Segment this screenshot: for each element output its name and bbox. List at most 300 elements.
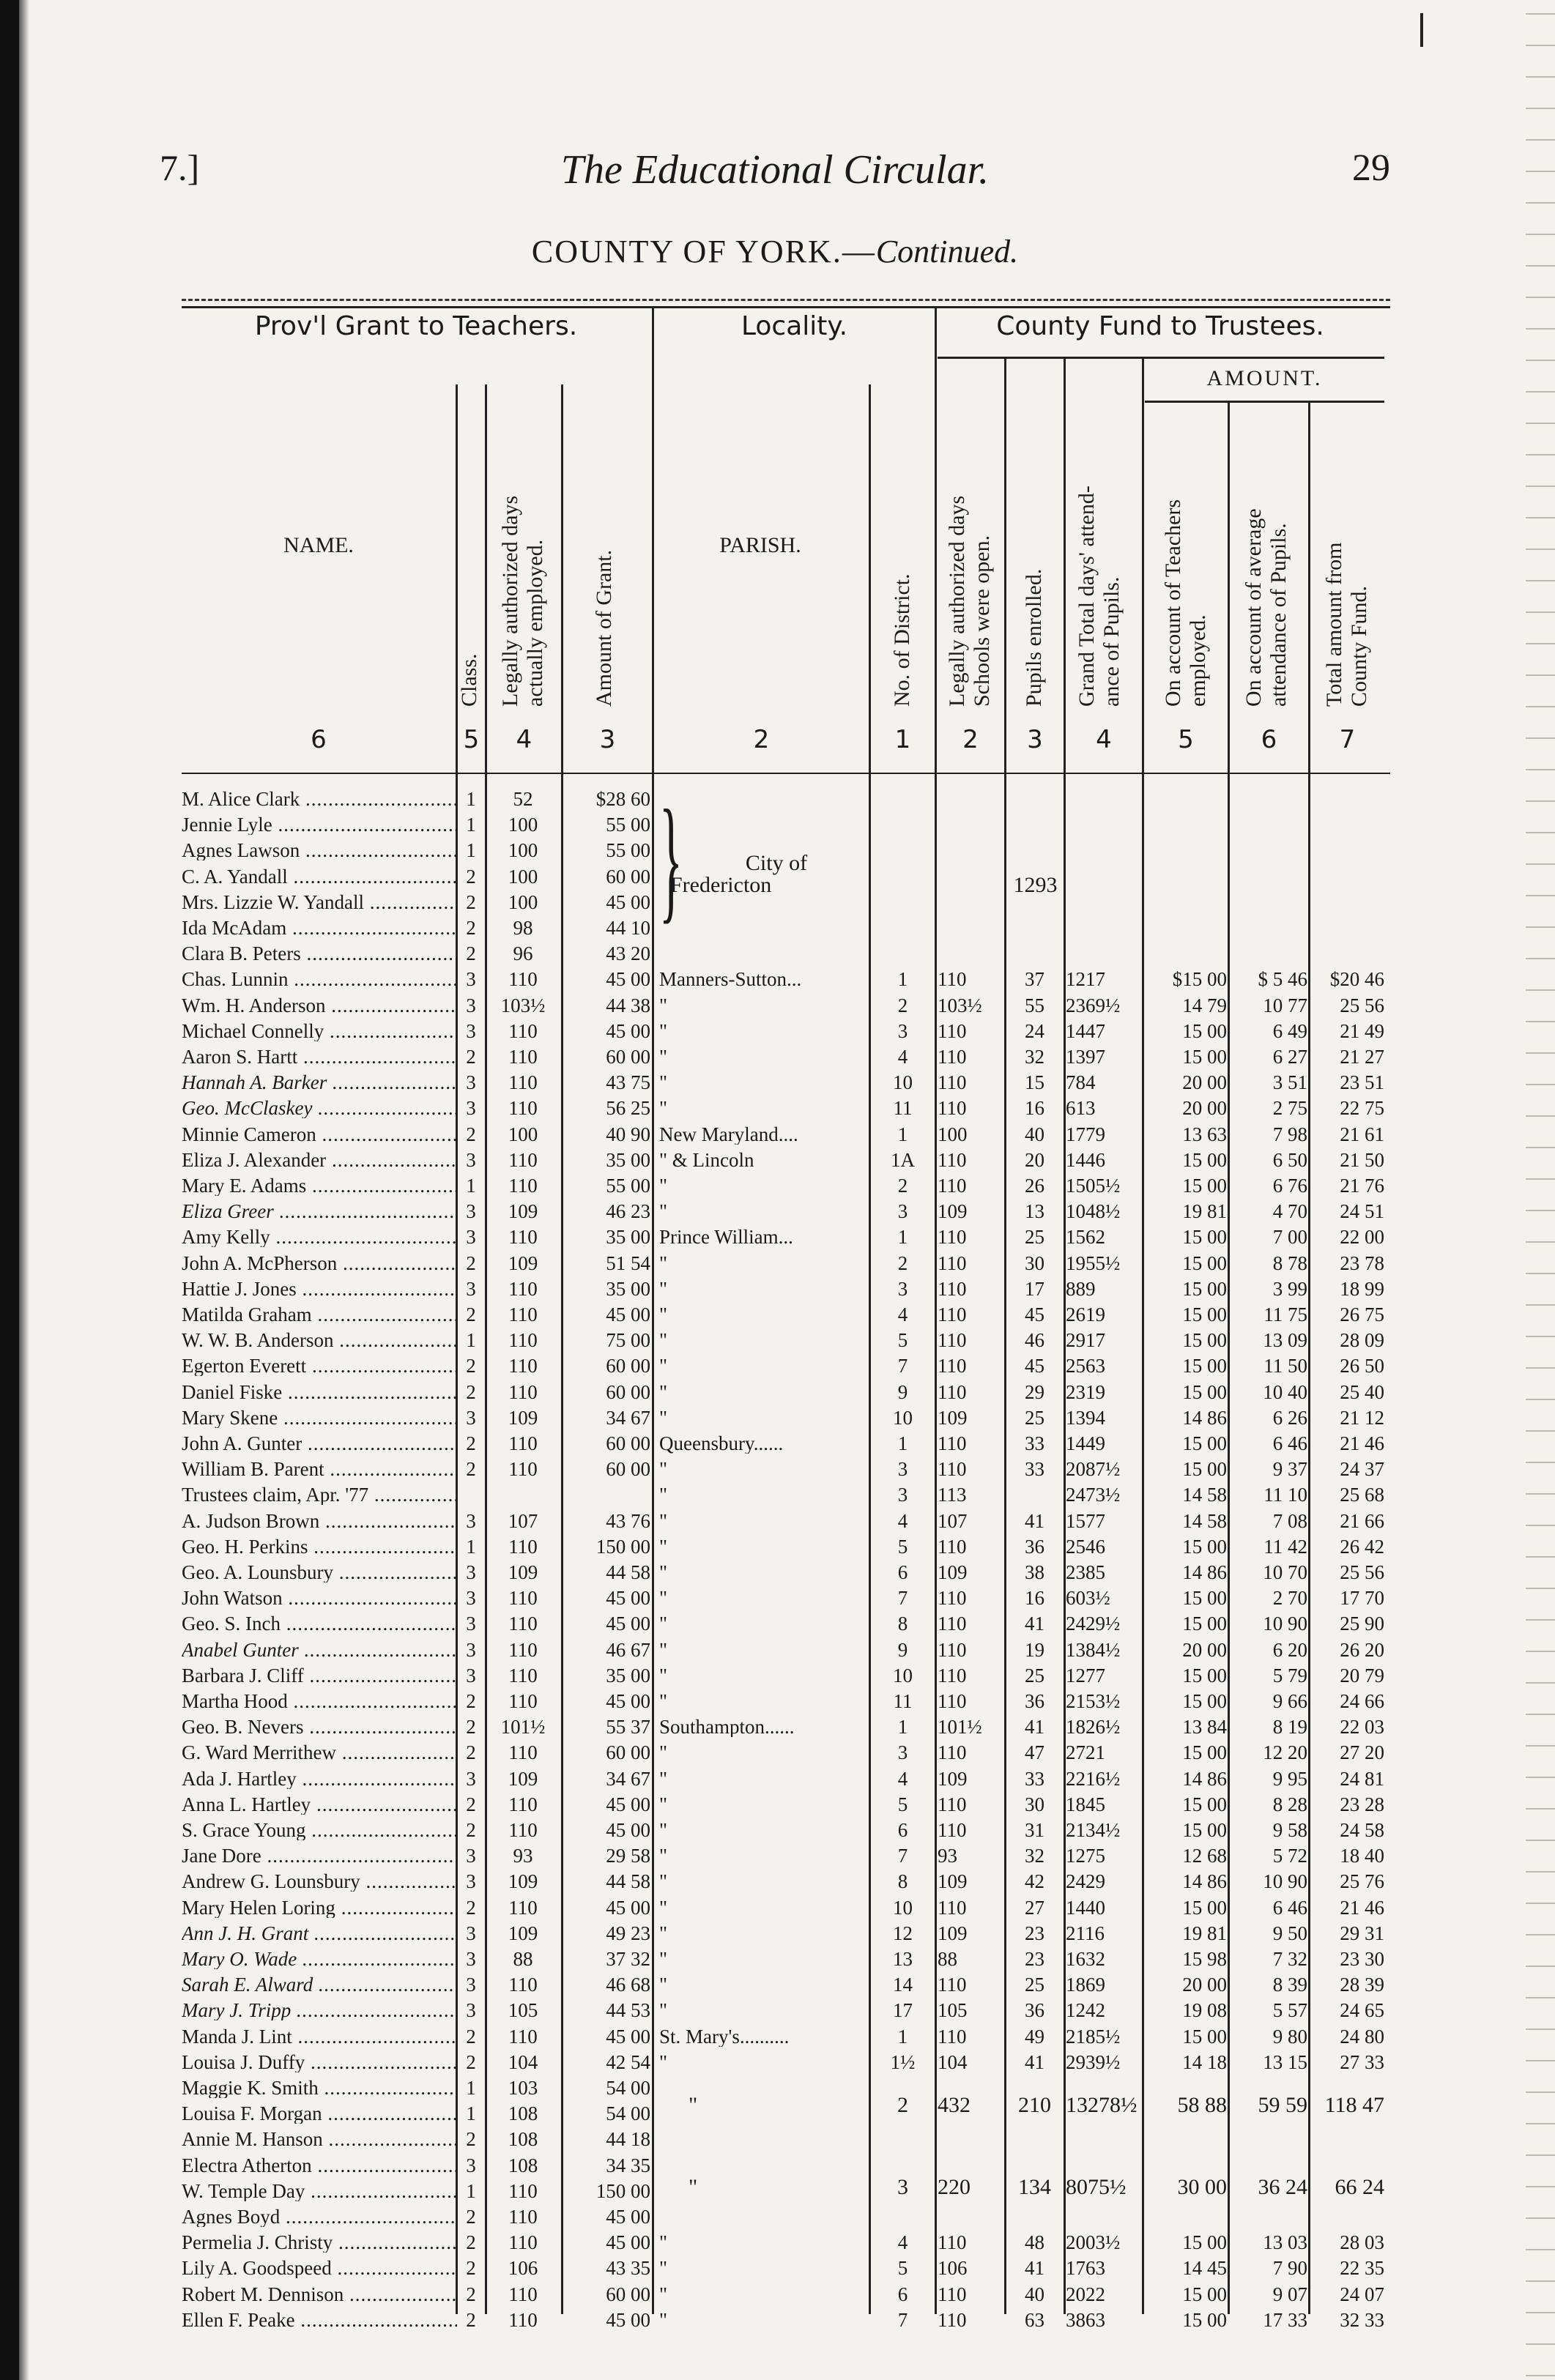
header-pupils-text: Pupils enrolled. [1022,568,1046,707]
cell-total: 1763 [1066,2257,1105,2280]
colnum-days: 4 [516,725,532,754]
merged-b-teachers: 30 00 [1177,2175,1227,2199]
cell-dist: 17 [893,1999,913,2022]
cell-parish: Queensbury...... [659,1433,784,1454]
cell-days: 106 [508,2257,538,2280]
cell-dist: 11 [893,1690,913,1712]
cell-total: 1048½ [1066,1200,1121,1223]
cell-total: 2429 [1066,1870,1105,1893]
cell-name: Geo. S. Inch ..... [182,1613,457,1634]
cell-days2: 110 [938,1148,967,1171]
cell-grant: 29 58 [606,1845,650,1867]
cell-total: 1779 [1066,1123,1105,1145]
cell-grant: 45 00 [606,2231,650,2254]
cell-total: 1384½ [1066,1638,1121,1661]
header-total-attendance [1075,486,1124,707]
cell-days: 100 [508,890,538,913]
cell-pupils: 45 [1025,1355,1044,1377]
cell-total: 1826½ [1066,1716,1121,1738]
cell-name: Trustees claim, Apr. '77 ..... [182,1484,457,1505]
cell-name: Geo. B. Nevers ..... [182,1717,457,1737]
section-number: 7.] [160,147,200,188]
cell-grant: 75 00 [606,1329,650,1352]
cell-days: 110 [508,2308,538,2331]
cell-days: 103½ [500,994,546,1016]
cell-pupils: 25 [1025,1226,1044,1249]
cell-a7: 26 42 [1340,1535,1384,1558]
cell-days2: 110 [938,1458,967,1481]
cell-a5: 14 58 [1182,1509,1227,1532]
cell-days: 104 [508,2050,538,2073]
cell-total: 2022 [1066,2283,1105,2305]
cell-a7: 25 40 [1340,1380,1384,1403]
cell-name: Eliza Greer ..... [182,1201,457,1221]
cell-cls: 3 [466,1638,476,1661]
table-row [0,2258,1392,2278]
table-row [0,1536,1392,1557]
cell-name: Jennie Lyle ..... [182,814,457,835]
cell-a5: 15 00 [1182,1019,1227,1042]
cell-a6: 10 90 [1263,1613,1307,1635]
table-row [0,1098,1392,1118]
cell-total: 2116 [1066,1922,1105,1944]
cell-total: 2003½ [1066,2231,1121,2254]
cell-a7: 27 20 [1340,1741,1384,1764]
cell-a5: 14 18 [1182,2050,1227,2073]
cell-parish: Southampton...... [659,1717,795,1738]
cell-a6: 13 03 [1263,2231,1307,2254]
cell-days2: 110 [938,1380,967,1403]
cell-dist: 3 [897,1741,908,1764]
cell-dist: 7 [897,2308,908,2331]
cell-days: 105 [508,1999,538,2022]
cell-grant: 45 00 [606,2206,650,2228]
cell-cls: 2 [466,1819,476,1841]
cell-a6: 6 49 [1272,1019,1307,1042]
cell-pupils: 25 [1025,1974,1044,1996]
cell-cls: 3 [466,1664,476,1687]
cell-days: 110 [508,1819,538,1841]
cell-dist: 7 [897,1845,908,1867]
table-row [0,943,1392,964]
cell-parish: " [659,1897,668,1918]
cell-a7: 26 75 [1340,1304,1384,1325]
cell-days2: 110 [938,968,967,991]
cell-days2: 110 [938,1690,967,1712]
cell-total: 2216½ [1066,1767,1121,1790]
cell-a6: 8 28 [1272,1793,1307,1815]
cell-days2: 110 [938,2308,967,2331]
cell-name: Ann J. H. Grant ..... [182,1923,457,1944]
table-row [0,2000,1392,2020]
cell-parish: Manners-Sutton... [659,969,802,990]
top-rule-solid [182,306,1390,308]
cell-grant: $28 60 [595,788,650,810]
cell-days2: 105 [938,1999,968,2022]
cell-days: 108 [508,2128,538,2151]
cell-a5: 15 00 [1182,1355,1227,1377]
cell-pupils: 13 [1025,1200,1044,1223]
cell-cls: 2 [466,2257,476,2280]
cell-a7: 25 76 [1340,1870,1384,1893]
colnum-district: 1 [894,725,911,754]
cell-a6: 10 40 [1263,1380,1307,1403]
cell-a5: 15 00 [1182,1793,1227,1815]
cell-name: Hannah A. Barker ..... [182,1072,457,1093]
cell-days: 110 [508,1587,538,1610]
cell-a5: 15 00 [1182,1458,1227,1481]
cell-a6: 5 72 [1272,1845,1307,1867]
cell-a5: 15 00 [1182,1148,1227,1171]
cell-grant: 60 00 [606,1458,650,1481]
cell-days2: 110 [938,1226,967,1249]
cell-dist: 3 [897,1458,908,1481]
header-acct-average-line2: attendance of Pupils. [1266,523,1291,707]
cell-name: Geo. H. Perkins ..... [182,1536,457,1557]
cell-a6: 11 42 [1263,1535,1307,1558]
cell-days: 110 [508,1535,538,1558]
header-schools-open [945,496,995,707]
cell-days2: 110 [938,1097,967,1120]
cell-days: 110 [508,1458,538,1481]
table-row [0,1897,1392,1918]
cell-total: 2429½ [1066,1613,1121,1635]
cell-a7: 18 99 [1340,1277,1384,1300]
cell-days: 100 [508,865,538,888]
cell-a6: 9 95 [1272,1767,1307,1790]
cell-parish: " [659,1356,668,1377]
cell-name: Geo. A. Lounsbury ..... [182,1562,457,1583]
cell-parish: " [659,1949,668,1969]
colnum-schools-open: 2 [962,725,979,754]
cell-dist: 10 [893,1071,913,1094]
cell-parish: " [659,1536,668,1557]
cell-a6: 11 50 [1263,1355,1307,1377]
cell-days: 110 [508,1329,538,1352]
cell-name: Wm. H. Anderson ..... [182,995,457,1016]
cell-cls: 3 [466,1019,476,1042]
cell-grant: 35 00 [606,1226,650,1249]
cell-days: 108 [508,2154,538,2176]
cell-grant: 35 00 [606,1277,650,1300]
cell-total: 2369½ [1066,994,1121,1016]
cell-grant: 55 00 [606,814,650,836]
table-row [0,1433,1392,1454]
table-row [0,1640,1392,1660]
cell-name: Hattie J. Jones ..... [182,1279,457,1299]
cell-a7: 17 70 [1340,1587,1384,1610]
table-row [0,1175,1392,1196]
cell-days: 110 [508,1974,538,1996]
cell-a6: 6 76 [1272,1175,1307,1197]
cell-dist: 3 [897,1484,908,1506]
cell-a6: 17 33 [1263,2308,1307,2331]
cell-a6: 6 46 [1272,1432,1307,1454]
page-number: 29 [1352,147,1390,189]
cell-parish: " [659,994,668,1016]
cell-grant: 60 00 [606,1432,650,1454]
cell-parish: St. Mary's.......... [659,2026,790,2047]
cell-cls: 3 [466,1226,476,1249]
cell-a7: 24 65 [1340,1999,1384,2022]
cell-dist: 5 [897,1793,908,1815]
header-schools-open-line1: Legally authorized days [945,495,969,707]
cell-a6: 11 10 [1263,1484,1307,1506]
cell-grant: 45 00 [606,1896,650,1919]
cell-total: 1242 [1066,1999,1105,2022]
cell-a7: 24 81 [1340,1767,1384,1790]
cell-days2: 103½ [938,994,982,1016]
table-row [0,995,1392,1016]
table-row [0,1484,1392,1505]
cell-a7: 28 39 [1340,1974,1384,1996]
table-row [0,1769,1392,1789]
cell-total: 1440 [1066,1896,1105,1919]
cell-a7: 20 79 [1340,1664,1384,1687]
cell-dist: 6 [897,1819,908,1841]
cell-pupils: 45 [1025,1304,1044,1325]
amount-header: AMOUNT. [1206,366,1323,390]
cell-cls: 1 [466,1535,476,1558]
cell-parish: " [659,1922,668,1944]
cell-grant: 45 00 [606,1690,650,1712]
cell-cls: 3 [466,968,476,991]
merged-a-days: 432 [938,2093,971,2117]
merged-b-total-fund: 66 24 [1335,2175,1384,2199]
cell-pupils: 49 [1025,2025,1044,2048]
colnum-name: 6 [311,725,327,754]
cell-a5: 15 00 [1182,1304,1227,1325]
cell-total: 2134½ [1066,1819,1121,1841]
cell-a7: 21 49 [1340,1019,1384,1042]
cell-name: W. W. B. Anderson ..... [182,1330,457,1350]
cell-a6: 9 50 [1272,1922,1307,1944]
table-row [0,1717,1392,1737]
cell-grant: 37 32 [606,1948,650,1970]
cell-name: Ellen F. Peake ..... [182,2310,457,2330]
cell-parish: " [659,1072,668,1093]
cell-days2: 110 [938,1793,967,1815]
cell-days2: 110 [938,1304,967,1325]
cell-a7: 23 78 [1340,1252,1384,1274]
cell-days: 110 [508,1355,538,1377]
cell-pupils: 55 [1025,994,1044,1016]
cell-parish: " [659,2283,668,2305]
cell-name: Martha Hood ..... [182,1691,457,1711]
header-total-fund [1322,542,1372,707]
cell-cls: 1 [466,1329,476,1352]
cell-total: 784 [1066,1071,1096,1094]
table-row [0,1613,1392,1634]
header-amount-grant-text: Amount of Grant. [592,549,616,707]
cell-grant: 44 58 [606,1561,650,1583]
cell-cls: 2 [466,2283,476,2305]
cell-a6: 7 90 [1272,2257,1307,2280]
cell-a5: 15 00 [1182,1329,1227,1352]
city-label-line1: City of [745,851,808,875]
scan-edge-right [1526,0,1555,2380]
cell-dist: 1 [897,968,908,991]
cell-parish: " [659,2258,668,2279]
cell-days: 110 [508,1019,538,1042]
cell-pupils: 23 [1025,1948,1044,1970]
cell-days: 110 [508,1613,538,1635]
cell-days2: 101½ [938,1716,982,1738]
table-row [0,1072,1392,1093]
cell-name: Aaron S. Hartt ..... [182,1046,457,1067]
cell-days: 110 [508,1896,538,1919]
cell-days2: 110 [938,2283,967,2305]
cell-name: William B. Parent ..... [182,1459,457,1479]
cell-pupils: 15 [1025,1071,1044,1094]
colnum-acct-average: 6 [1261,725,1277,754]
cell-a7: $20 46 [1329,968,1384,991]
cell-parish: " [659,1691,668,1711]
scan-mark [1420,13,1423,47]
cell-pupils: 40 [1025,1123,1044,1145]
cell-cls: 2 [466,1690,476,1712]
colnum-class: 5 [463,725,480,754]
cell-cls: 1 [466,814,476,836]
cell-parish: " [659,1278,668,1299]
cell-grant: 60 00 [606,1741,650,1764]
cell-days2: 106 [938,2257,968,2280]
cell-name: Manda J. Lint ..... [182,2026,457,2047]
cell-parish: " & Lincoln [659,1149,754,1170]
header-total-attendance-line2: ance of Pupils. [1099,576,1124,707]
cell-days2: 110 [938,2025,967,2048]
cell-cls: 3 [466,1999,476,2022]
cell-pupils: 26 [1025,1175,1044,1197]
colnum-pupils: 3 [1027,725,1043,754]
cell-a7: 28 09 [1340,1329,1384,1352]
cell-days2: 104 [938,2050,968,2073]
header-class [457,653,482,707]
cell-name: Anabel Gunter ..... [182,1640,457,1660]
cell-grant: 49 23 [606,1922,650,1944]
cell-grant: 35 00 [606,1664,650,1687]
cell-name: Mary O. Wade ..... [182,1949,457,1969]
cell-a6: 5 79 [1272,1664,1307,1687]
cell-grant: 44 18 [606,2128,650,2151]
cell-pupils: 19 [1025,1638,1044,1661]
cell-a5: 20 00 [1182,1638,1227,1661]
cell-dist: 7 [897,1587,908,1610]
cell-a7: 29 31 [1340,1922,1384,1944]
cell-cls: 3 [466,2154,476,2176]
table-row [0,2232,1392,2253]
cell-a5: 14 86 [1182,1406,1227,1429]
cell-a7: 22 00 [1340,1226,1384,1249]
cell-cls: 3 [466,1870,476,1893]
cell-days2: 110 [938,1613,967,1635]
cell-a5: 14 86 [1182,1870,1227,1893]
cell-days2: 113 [938,1484,967,1506]
cell-a6: 13 15 [1263,2050,1307,2073]
cell-grant: 55 00 [606,1175,650,1197]
cell-days: 110 [508,1690,538,1712]
top-rule [182,299,1390,301]
table-row [0,1923,1392,1944]
cell-a5: 15 00 [1182,1896,1227,1919]
cell-days: 110 [508,2179,538,2202]
cell-grant: 45 00 [606,968,650,991]
table-row [0,1382,1392,1402]
header-pupils [1022,569,1047,707]
cell-cls: 3 [466,1277,476,1300]
cell-grant: 34 67 [606,1767,650,1790]
cell-a7: 22 75 [1340,1097,1384,1120]
county-title-continued: Continued. [875,234,1019,269]
cell-a6: 2 75 [1272,1097,1307,1120]
cell-cls: 3 [466,1509,476,1532]
header-bottom-rule [182,773,1390,774]
cell-name: Matilda Graham ..... [182,1304,457,1325]
cell-a7: 24 80 [1340,2025,1384,2048]
header-acct-average-line1: On account of average [1242,508,1266,707]
cell-days: 107 [508,1509,538,1532]
cell-pupils: 24 [1025,1019,1044,1042]
cell-cls: 1 [466,839,476,862]
cell-name: Clara B. Peters ..... [182,943,457,964]
table-row [0,1201,1392,1221]
cell-days: 110 [508,1148,538,1171]
cell-a5: 13 63 [1182,1123,1227,1145]
cell-grant: 46 68 [606,1974,650,1996]
cell-a7: 18 40 [1340,1845,1384,1867]
cell-total: 1217 [1066,968,1105,991]
table-row [0,2181,1392,2201]
cell-pupils: 41 [1025,1613,1044,1635]
cell-a6: 9 58 [1272,1819,1307,1841]
cell-parish: " [659,2000,668,2021]
cell-days2: 110 [938,1535,967,1558]
cell-a7: 25 68 [1340,1484,1384,1506]
cell-cls: 1 [466,2077,476,2099]
cell-parish: " [659,1793,668,1815]
cell-name: C. A. Yandall ..... [182,866,457,887]
cell-a7: 25 56 [1340,994,1384,1016]
cell-cls: 2 [466,942,476,965]
cell-pupils: 17 [1025,1277,1044,1300]
cell-a5: 15 00 [1182,1741,1227,1764]
cell-name: Mrs. Lizzie W. Yandall ..... [182,892,457,912]
cell-parish: " [659,1588,668,1609]
cell-total: 2385 [1066,1561,1105,1583]
cell-total: 1277 [1066,1664,1105,1687]
cell-parish: " [659,1407,668,1428]
cell-dist: 2 [897,994,908,1016]
header-total-fund-line2: County Fund. [1347,585,1371,707]
table-row [0,1820,1392,1840]
cell-pupils: 46 [1025,1329,1044,1352]
cell-a5: 15 00 [1182,1226,1227,1249]
cell-dist: 6 [897,2283,908,2305]
cell-a7: 27 33 [1340,2050,1384,2073]
cell-a5: 19 08 [1182,1999,1227,2022]
cell-pupils: 23 [1025,1922,1044,1944]
cell-a5: 15 00 [1182,2025,1227,2048]
brace-city: } [659,782,683,936]
cell-grant: 45 00 [606,1819,650,1841]
cell-total: 2473½ [1066,1484,1121,1506]
cell-grant: 40 90 [606,1123,650,1145]
cell-a5: 15 00 [1182,1819,1227,1841]
cell-cls: 3 [466,1613,476,1635]
cell-total: 1845 [1066,1793,1105,1815]
cell-name: Maggie K. Smith ..... [182,2078,457,2098]
table-row [0,1356,1392,1376]
